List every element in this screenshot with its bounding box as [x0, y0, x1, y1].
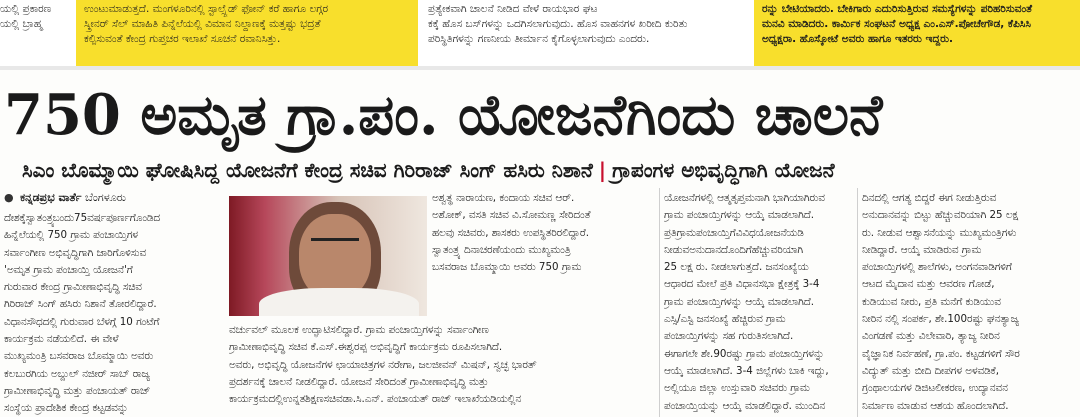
strip-line: ಯಲ್ಲಿ ಬ್ರಾಹ್ಮ	[0, 18, 43, 30]
article-line: ಎಸ್ಸಿ/ಎಸ್ಟಿ ಜನಸಂಖ್ಯೆ ಹೆಚ್ಚಿರುವ ಗ್ರಾಮ	[664, 313, 786, 326]
article-line: 'ಅಮೃತ ಗ್ರಾಮ ಪಂಚಾಯ್ತಿ ಯೋಜನೆ'ಗೆ	[4, 263, 133, 276]
chief-minister-photo	[229, 196, 427, 316]
article-line: ಗ್ರಾಮ ಪಂಚಾಯ್ತಿಗಳನ್ನು ಆಯ್ಕೆ ಮಾಡಲಾಗಿದೆ.	[664, 209, 815, 222]
article-line: ಕುಡಿಯುವ ನೀರು, ಪ್ರತಿ ಮನೆಗೆ ಕುಡಿಯುವ	[862, 295, 1001, 308]
article-subheadline	[22, 155, 1078, 185]
strip-column-3	[420, 0, 750, 66]
strip-line: ಕಲ್ಪಿಸುವಂತೆ ಕೇಂದ್ರ ಗುಪ್ತಚರ ಇಲಾಖೆ ಸೂಚನೆ ರವಾನಿಸಿತ್ತು.	[84, 33, 281, 45]
article-line: ವಿಂಗಡಣೆ ಮತ್ತು ವಿಲೇವಾರಿ, ತ್ಯಾಜ್ಯ ನೀರಿನ	[862, 330, 1000, 343]
strip-line: ಮನವಿ ಮಾಡಿದರು. ಕಾರ್ಮಿಕ ಸಂಘಟನೆ ಅಧ್ಯಕ್ಷ ಎಂ.ಎಸ್.ಪೋಚೇಗೌಡ, ಕೆಪಿಸಿಸಿ	[762, 18, 1031, 30]
article-line: ನಿರ್ಮಾಣ ಮಾಡುವ ಆಶಯ ಹೊಂದಲಾಗಿದೆ.	[862, 399, 1009, 412]
strip-column-2	[76, 0, 418, 66]
article-line: ಕಾರ್ಯಕ್ರಮದಲ್ಲಿಉನ್ನತಶಿಕ್ಷಣಸಚಿವಡಾ.ಸಿ.ಎನ್. ಪಂಚಾಯತ್ ರಾಜ್ ಇಲಾಖೆಯಡಿಯಲ್ಲಿನ	[229, 393, 522, 406]
article-line: ಪ್ರತಿಗ್ರಾಮಪಂಚಾಯ್ತಿಗೆವಿವಿಧಯೋಜನೆಯಡಿ	[664, 226, 804, 239]
article-line: ಸ್ವಾತಂತ್ರ್ಯ ದಿನಾಚರಣೆಯಂದು ಮುಖ್ಯಮಂತ್ರಿ	[432, 243, 571, 256]
strip-line: ಪರಿಸ್ಥಿತಿಗಳನ್ನು ಗಣನೀಯ ತೀರ್ಮಾನ ಕೈಗೊಳ್ಳಲಾಗುವುದು ಎಂದರು.	[428, 33, 650, 45]
article-line: ಗಿರಿರಾಜ್ ಸಿಂಗ್ ಹಸಿರು ನಿಶಾನೆ ತೋರಲಿದ್ದಾರೆ.	[4, 298, 157, 311]
subhead-secondary: ಗ್ರಾಪಂಗಳ ಅಭಿವೃದ್ಧಿಗಾಗಿ ಯೋಜನೆ	[612, 158, 835, 182]
byline-source: ಕನ್ನಡಪ್ರಭ ವಾರ್ತೆ	[20, 191, 82, 204]
article-line: ಕಲಬುರಗಿಯ ಅಬ್ದುಲ್ ನಜೀರ್ ಸಾಬ್ ರಾಜ್ಯ	[4, 367, 151, 380]
article-column-2-top	[432, 190, 654, 276]
article-line: ಗ್ರಾಮೀಣಾಭಿವೃದ್ಧಿ ಸಚಿವ ಕೆ.ಎಸ್.ಈಶ್ವರಪ್ಪ ಅಭಿವೃದ್ಧಿಗೆ ಕಾರ್ಯಕ್ರಮ ರೂಪಿಸಲಾಗಿದೆ.	[229, 341, 503, 354]
article-column-1	[4, 210, 226, 416]
strip-line: ಯಲ್ಲಿ ಪ್ರಕಾರಣ	[0, 3, 52, 15]
article-line: ಅಶೋಕ್, ವಸತಿ ಸಚಿವ ವಿ.ಸೋಮಣ್ಣ ಸೇರಿದಂತೆ	[432, 209, 591, 222]
article-line: ಕಾರ್ಯಕ್ರಮ ನಡೆಯಲಿದೆ. ಈ ವೇಳೆ	[4, 333, 119, 346]
article-line: ಪ್ರದರ್ಶನಕ್ಕೆ ಚಾಲನೆ ನೀಡಲಿದ್ದಾರೆ. ಯೋಜನೆ ಸೇರಿದಂತೆ ಗ್ರಾಮೀಣಾಭಿವೃದ್ಧಿ ಮತ್ತು	[229, 375, 489, 388]
article-line: ನೀಡುವಅನುದಾನದೊಂದಿಗೆಹೆಚ್ಚುವರಿಯಾಗಿ	[664, 243, 803, 256]
article-line: ಮುಖ್ಯಮಂತ್ರಿ ಬಸವರಾಜ ಬೊಮ್ಮಾಯಿ ಅವರು	[4, 350, 154, 363]
article-line: ಪಂಚಾಯ್ತಿಯನ್ನು ಆಯ್ಕೆ ಮಾಡಲಿದ್ದಾರೆ. ಮುಂದಿನ	[664, 399, 826, 412]
article-line: ಈಗಾಗಲೇ ಶೇ.90ರಷ್ಟು ಗ್ರಾಮ ಪಂಚಾಯ್ತಿಗಳನ್ನು	[664, 347, 825, 360]
article-line: 25 ಲಕ್ಷ ರು. ನೀಡಲಾಗುತ್ತದೆ. ಜನಸಂಖ್ಯೆಯ	[664, 261, 809, 274]
article-line: ನೀಡಿದ್ದಾರೆ. ಆಯ್ಕೆ ಮಾಡಿರುವ ಗ್ರಾಮ	[862, 243, 982, 256]
article-line: ಗ್ರಂಥಾಲಯಗಳ ಡಿಜಿಟಲೀಕರಣ, ಉದ್ಯಾನವನ	[862, 382, 1008, 395]
article-line: ಬಸವರಾಜ ಬೊಮ್ಮಾಯಿ ಅವರು 750 ಗ್ರಾಮ	[432, 261, 582, 274]
strip-column-1	[0, 0, 70, 68]
byline	[4, 190, 224, 206]
column-divider	[857, 188, 858, 417]
article-line: ಹಿನ್ನೆಲೆಯಲ್ಲಿ 750 ಗ್ರಾಮ ಪಂಚಾಯ್ತಿಗಳ	[4, 229, 139, 242]
strip-line: ಪ್ರತ್ಯೇಕವಾಗಿ ಚಾಲನೆ ನೀಡಿದ ವೇಳೆ ರಾಯಭಾರ ಘಟ	[428, 3, 598, 15]
article-line: ಅಶ್ವತ್ಥ ನಾರಾಯಣ, ಕಂದಾಯ ಸಚಿವ ಆರ್.	[432, 192, 575, 204]
column-divider	[659, 188, 660, 417]
strip-column-4	[754, 0, 1080, 66]
article-line: ಯೋಜನೆಗಳಲ್ಲಿ ಆತ್ಮತೃಪ್ತಮನಾಗಿ ಭಾಗಿಯಾಗಿರುವ	[664, 192, 825, 204]
article-line: ಸಂಸ್ಥೆಯ ಪ್ರಾದೇಶಿಕ ಕೇಂದ್ರ ಕಟ್ಟಡವನ್ನು	[4, 402, 129, 415]
article-line: ಅಲ್ಲಿಯೂ ಜಿಲ್ಲಾ ಉಸ್ತುವಾರಿ ಸಚಿವರು ಗ್ರಾಮ	[664, 382, 810, 395]
article-line: ಗ್ರಾಮ ಪಂಚಾಯ್ತಿಗಳನ್ನು ಆಯ್ಕೆ ಮಾಡಲಾಗಿದೆ.	[664, 295, 815, 308]
article-line: ಅವರು, ಅಭಿವೃದ್ಧಿ ಯೋಜನೆಗಳ ಛಾಯಾಚಿತ್ರಗಳ ನರೇಗಾ, ಜಲಜೀವನ್ ಮಿಷನ್, ಸ್ವಚ್ಛ ಭಾರತ್	[229, 358, 537, 371]
article-line: ಪಂಚಾಯ್ತಿಗಳನ್ನು ಸಹ ಗುರುತಿಸಲಾಗಿದೆ.	[664, 330, 794, 343]
article-line: ನೀರಿನ ನಲ್ಲಿ ಸಂಪರ್ಕ, ಶೇ.100ರಷ್ಟು ಘನತ್ಯಾಜ್ಯ	[862, 313, 1020, 326]
article-column-2-bottom	[229, 322, 657, 416]
strip-line: ಸ್ಕ್ರೀನರ್ ಸೆಲ್ ಮಾಹಿತಿ ಪಿನ್ನೆಲೆಯಲ್ಲಿ ವಿಮಾನ ನಿಲ್ದಾಣಕ್ಕೆ ಮತ್ತಷ್ಟು ಭದ್ರತೆ	[84, 18, 321, 30]
article-line: ಆಟದ ಮೈದಾನ ಮತ್ತು ಆವರಣ ಗೋಡೆ,	[862, 278, 995, 291]
article-line: ಗ್ರಾಮೀಣಾಭಿವೃದ್ಧಿ ಮತ್ತು ಪಂಚಾಯತ್ ರಾಜ್	[4, 384, 151, 397]
article-line: ಅನುದಾನವನ್ನು ಬಿಟ್ಟು ಹೆಚ್ಚುವರಿಯಾಗಿ 25 ಲಕ್ಷ	[862, 209, 1019, 222]
strip-line: ಅಧ್ಯಕ್ಷರಾ. ಹೊಸ್ಕೋಟೆ ಅವರು ಹಾಗೂ ಇತರರು ಇದ್ದರು.	[762, 33, 953, 45]
byline-place: ಬೆಂಗಳೂರು	[84, 191, 127, 204]
article-line: ಗುರುವಾರ ಕೇಂದ್ರ ಗ್ರಾಮೀಣಾಭಿವೃದ್ಧಿ ಸಚಿವ	[4, 281, 142, 294]
article-line: ರು. ನೀಡುವ ಆಶ್ವಾಸನೆಯನ್ನು ಮುಖ್ಯಮಂತ್ರಿಗಳು	[862, 226, 1017, 239]
strip-line: ಉಂಟುಮಾಡುತ್ತದೆ. ಮಂಗಳೂರಿನಲ್ಲಿ ಸ್ಟಾಲ್ಸ್ಟೆಡ್ ಫೋನ್ ಕರೆ ಹಾಗೂ ಲಗ್ಗರ	[84, 3, 329, 15]
article-line: ಹಲವು ಸಚಿವರು, ಶಾಸಕರು ಉಪಸ್ಥಿತರಿರಲಿದ್ದಾರೆ.	[432, 226, 590, 239]
strip-line: ಕಕ್ಕೆ ಹೊಸ ಬಸ್‌ಗಳನ್ನು ಒದಗಿಸಲಾಗುವುದು. ಹೊಸ ವಾಹನಗಳ ಖರೀದಿ ಕುರಿತು	[428, 18, 688, 30]
article-column-4	[862, 190, 1076, 416]
article-line: ವೈಜ್ಞಾನಿಕ ನಿರ್ವಹಣೆ, ಗ್ರಾ.ಪಂ. ಕಟ್ಟಡಗಳಿಗೆ ಸೌರ	[862, 347, 1020, 360]
strip-line: ರನ್ನು ಬೇಟಿಯಾದರು. ಬೇಕಿಗಾರು ಎದುರಿಸುತ್ತಿರುವ ಸಮಸ್ಯೆಗಳನ್ನು ಪರಿಹರಿಸುವಂತೆ	[762, 3, 1033, 15]
article-headline: 750 ಅಮೃತ ಗ್ರಾ.ಪಂ. ಯೋಜನೆಗಿಂದು ಚಾಲನೆ	[4, 82, 883, 148]
article-line: ದಿನದಲ್ಲಿ ಆಗತ್ಯ ಬಿದ್ದರೆ ಈಗ ನೀಡುತ್ತಿರುವ	[862, 192, 997, 204]
subhead-separator: |	[598, 158, 607, 182]
previous-stories-strip	[0, 0, 1080, 66]
article-line: ವಿದ್ಯುತ್ ಮತ್ತು ಬೀದಿ ದೀಪಗಳ ಅಳವಡಿಕೆ,	[862, 364, 999, 377]
subhead-main: ಸಿಎಂ ಬೊಮ್ಮಾಯಿ ಘೋಷಿಸಿದ್ದ ಯೋಜನೆಗೆ ಕೇಂದ್ರ ಸಚಿವ ಗಿರಿರಾಜ್ ಸಿಂಗ್ ಹಸಿರು ನಿಶಾನೆ	[22, 158, 593, 182]
article-line: ಆಯ್ಕೆ ಮಾಡಲಾಗಿದೆ. 3-4 ಜಿಲ್ಲೆಗಳು ಬಾಕಿ ಇದ್ದು,	[664, 364, 829, 377]
bullet-icon: ●	[4, 191, 14, 204]
article-line: ದೇಶಕ್ಕೆಸ್ವಾತಂತ್ರ್ಯಬಂದು75ವರ್ಷಪೂರ್ಣಗೊಂಡಿದ	[4, 212, 161, 224]
article-line: ಆಧಾರದ ಮೇಲೆ ಪ್ರತಿ ವಿಧಾನಸಭಾ ಕ್ಷೇತ್ರಕ್ಕೆ 3-4	[664, 278, 820, 291]
article-line: ವರ್ಚುವಲ್ ಮೂಲಕ ಉದ್ಘಾಟಿಸಲಿದ್ದಾರೆ. ಗ್ರಾಮ ಪಂಚಾಯ್ತಿಗಳನ್ನು ಸರ್ವಾಂಗೀಣ	[229, 324, 489, 336]
article-line: ಪಂಚಾಯ್ತಿಗಳಲ್ಲಿ ಶಾಲೆಗಳು, ಅಂಗನವಾಡಿಗಳಿಗೆ	[862, 261, 1012, 274]
article-column-3	[664, 190, 854, 416]
section-divider	[0, 66, 1080, 70]
article-line: ಸರ್ವಾಂಗೀಣ ಅಭಿವೃದ್ಧಿಗಾಗಿ ಜಾರಿಗೊಳಿಸುವ	[4, 246, 147, 259]
article-line: ವಿಧಾನಸೌಧದಲ್ಲಿ ಗುರುವಾರ ಬೆಳಗ್ಗೆ 10 ಗಂಟೆಗೆ	[4, 315, 160, 328]
